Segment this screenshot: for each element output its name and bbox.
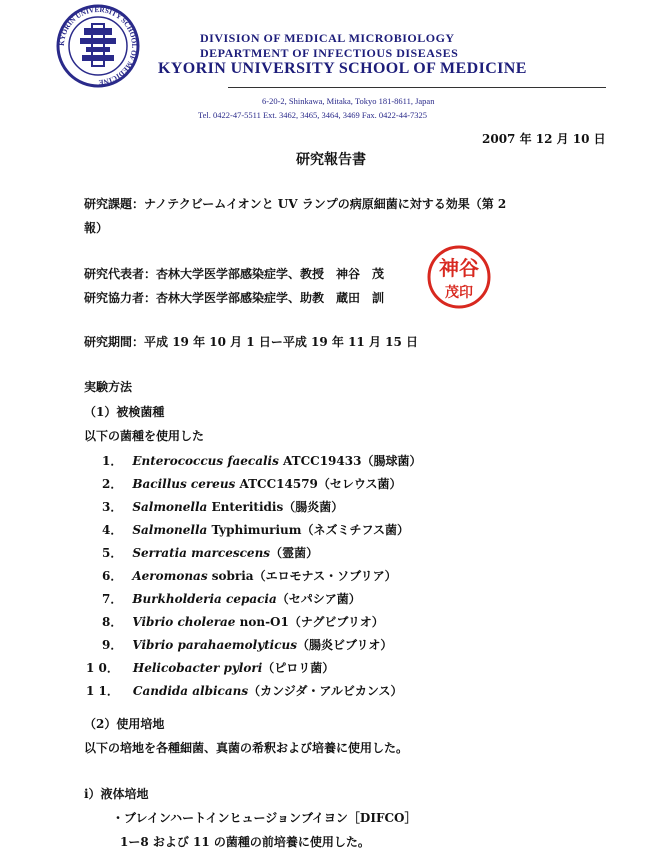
collab-label: 研究協力者： bbox=[84, 291, 157, 305]
strain-number: 7． bbox=[102, 592, 123, 606]
strain-item bbox=[102, 521, 409, 538]
strain-details: （腸炎ビブリオ） bbox=[297, 638, 393, 652]
strain-details: Enteritidis（腸炎菌） bbox=[207, 500, 344, 514]
letterhead-school: KYORIN UNIVERSITY SCHOOL OF MEDICINE bbox=[158, 60, 527, 77]
letterhead-contact: Tel. 0422-47-5511 Ext. 3462, 3465, 3464, 3469 Fax. 0422-44-7325 bbox=[198, 110, 428, 120]
letterhead-division: DIVISION OF MEDICAL MICROBIOLOGY bbox=[200, 31, 455, 45]
strain-scientific-name: Salmonella bbox=[132, 523, 208, 537]
strain-item bbox=[102, 475, 402, 492]
svg-text:KYORIN UNIVERSITY SCHOOL OF ME: KYORIN UNIVERSITY SCHOOL OF MEDICINE bbox=[57, 5, 139, 87]
personal-seal-stamp bbox=[425, 243, 493, 311]
subject-line bbox=[84, 195, 506, 212]
period-value: 平成 19 年 10 月 1 日ー平成 19 年 11 月 15 日 bbox=[144, 335, 418, 349]
strain-item bbox=[102, 452, 421, 469]
strain-scientific-name: Candida albicans bbox=[132, 684, 249, 698]
strain-scientific-name: Helicobacter pylori bbox=[132, 661, 263, 675]
section2-heading: （2）使用培地 bbox=[84, 717, 165, 731]
strain-details: （ピロリ菌） bbox=[262, 661, 335, 675]
strain-item bbox=[86, 682, 402, 699]
liquid-medium-item: ・ブレインハートインヒュージョンブイヨン［DIFCO］ bbox=[112, 811, 417, 825]
letterhead-divider bbox=[228, 87, 606, 88]
strain-item bbox=[102, 544, 318, 561]
strain-scientific-name: Burkholderia cepacia bbox=[132, 592, 277, 606]
collaborator bbox=[84, 289, 384, 306]
strain-scientific-name: Enterococcus faecalis bbox=[132, 454, 279, 468]
strain-number: 1 1． bbox=[86, 684, 119, 698]
strain-details: （セパシア菌） bbox=[276, 592, 361, 606]
strain-scientific-name: Salmonella bbox=[132, 500, 208, 514]
strain-number: 4． bbox=[102, 523, 123, 537]
strain-details: ATCC14579（セレウス菌） bbox=[235, 477, 402, 491]
strain-item bbox=[102, 567, 397, 584]
strain-scientific-name: Vibrio parahaemolyticus bbox=[132, 638, 297, 652]
strain-number: 1． bbox=[102, 454, 123, 468]
collab-value: 杏林大学医学部感染症学、助教 蔵田 訓 bbox=[156, 291, 385, 305]
strain-number: 6． bbox=[102, 569, 123, 583]
seal-text-top: 神谷 bbox=[439, 256, 479, 280]
period-label: 研究期間： bbox=[84, 335, 145, 349]
strain-scientific-name: Vibrio cholerae bbox=[132, 615, 236, 629]
research-period bbox=[84, 333, 418, 350]
strain-details: （カンジダ・アルビカンス） bbox=[248, 684, 403, 698]
lead-investigator bbox=[84, 265, 384, 282]
strain-number: 8． bbox=[102, 615, 123, 629]
section2-intro: 以下の培地を各種細菌、真菌の希釈および培養に使用した。 bbox=[84, 741, 409, 755]
page-title: 研究報告書 bbox=[296, 152, 366, 168]
section1-heading: （1）被検菌種 bbox=[84, 405, 165, 419]
lead-value: 杏林大学医学部感染症学、教授 神谷 茂 bbox=[156, 267, 385, 281]
strain-number: 2． bbox=[102, 477, 123, 491]
strain-item bbox=[102, 498, 343, 515]
strain-details: non-O1（ナグビブリオ） bbox=[235, 615, 384, 629]
strain-number: 9． bbox=[102, 638, 123, 652]
seal-text-bottom: 茂印 bbox=[445, 285, 473, 301]
strain-item bbox=[102, 590, 361, 607]
strain-details: Typhimurium（ネズミチフス菌） bbox=[207, 523, 409, 537]
strain-item bbox=[86, 659, 334, 676]
strain-scientific-name: Serratia marcescens bbox=[132, 546, 271, 560]
strain-details: （霊菌） bbox=[270, 546, 319, 560]
strain-number: 3． bbox=[102, 500, 123, 514]
methods-heading: 実験方法 bbox=[84, 380, 133, 394]
liquid-medium-heading: i）液体培地 bbox=[84, 787, 149, 801]
strain-item bbox=[102, 636, 392, 653]
subject-text-line2: 報） bbox=[84, 221, 109, 235]
strain-number: 1 0． bbox=[86, 661, 119, 675]
subject-text-line1: ナノテクビームイオンと UV ランプの病原細菌に対する効果（第 2 bbox=[144, 197, 507, 211]
strain-scientific-name: Bacillus cereus bbox=[132, 477, 236, 491]
section1-intro: 以下の菌種を使用した bbox=[84, 429, 205, 443]
strain-details: sobria（エロモナス・ソブリア） bbox=[207, 569, 397, 583]
lead-label: 研究代表者： bbox=[84, 267, 157, 281]
subject-label: 研究課題： bbox=[84, 197, 145, 211]
strain-details: ATCC19433（腸球菌） bbox=[278, 454, 422, 468]
strain-number: 5． bbox=[102, 546, 123, 560]
letterhead-address: 6-20-2, Shinkawa, Mitaka, Tokyo 181-8611, Japan bbox=[262, 96, 435, 106]
liquid-medium-note: 1ー8 および 11 の菌種の前培養に使用した。 bbox=[120, 835, 370, 849]
letterhead-department: DEPARTMENT OF INFECTIOUS DISEASES bbox=[200, 46, 459, 60]
strain-scientific-name: Aeromonas bbox=[132, 569, 208, 583]
report-date: 2007 年 12 月 10 日 bbox=[482, 132, 606, 146]
university-logo bbox=[56, 4, 140, 88]
strain-item bbox=[102, 613, 384, 630]
